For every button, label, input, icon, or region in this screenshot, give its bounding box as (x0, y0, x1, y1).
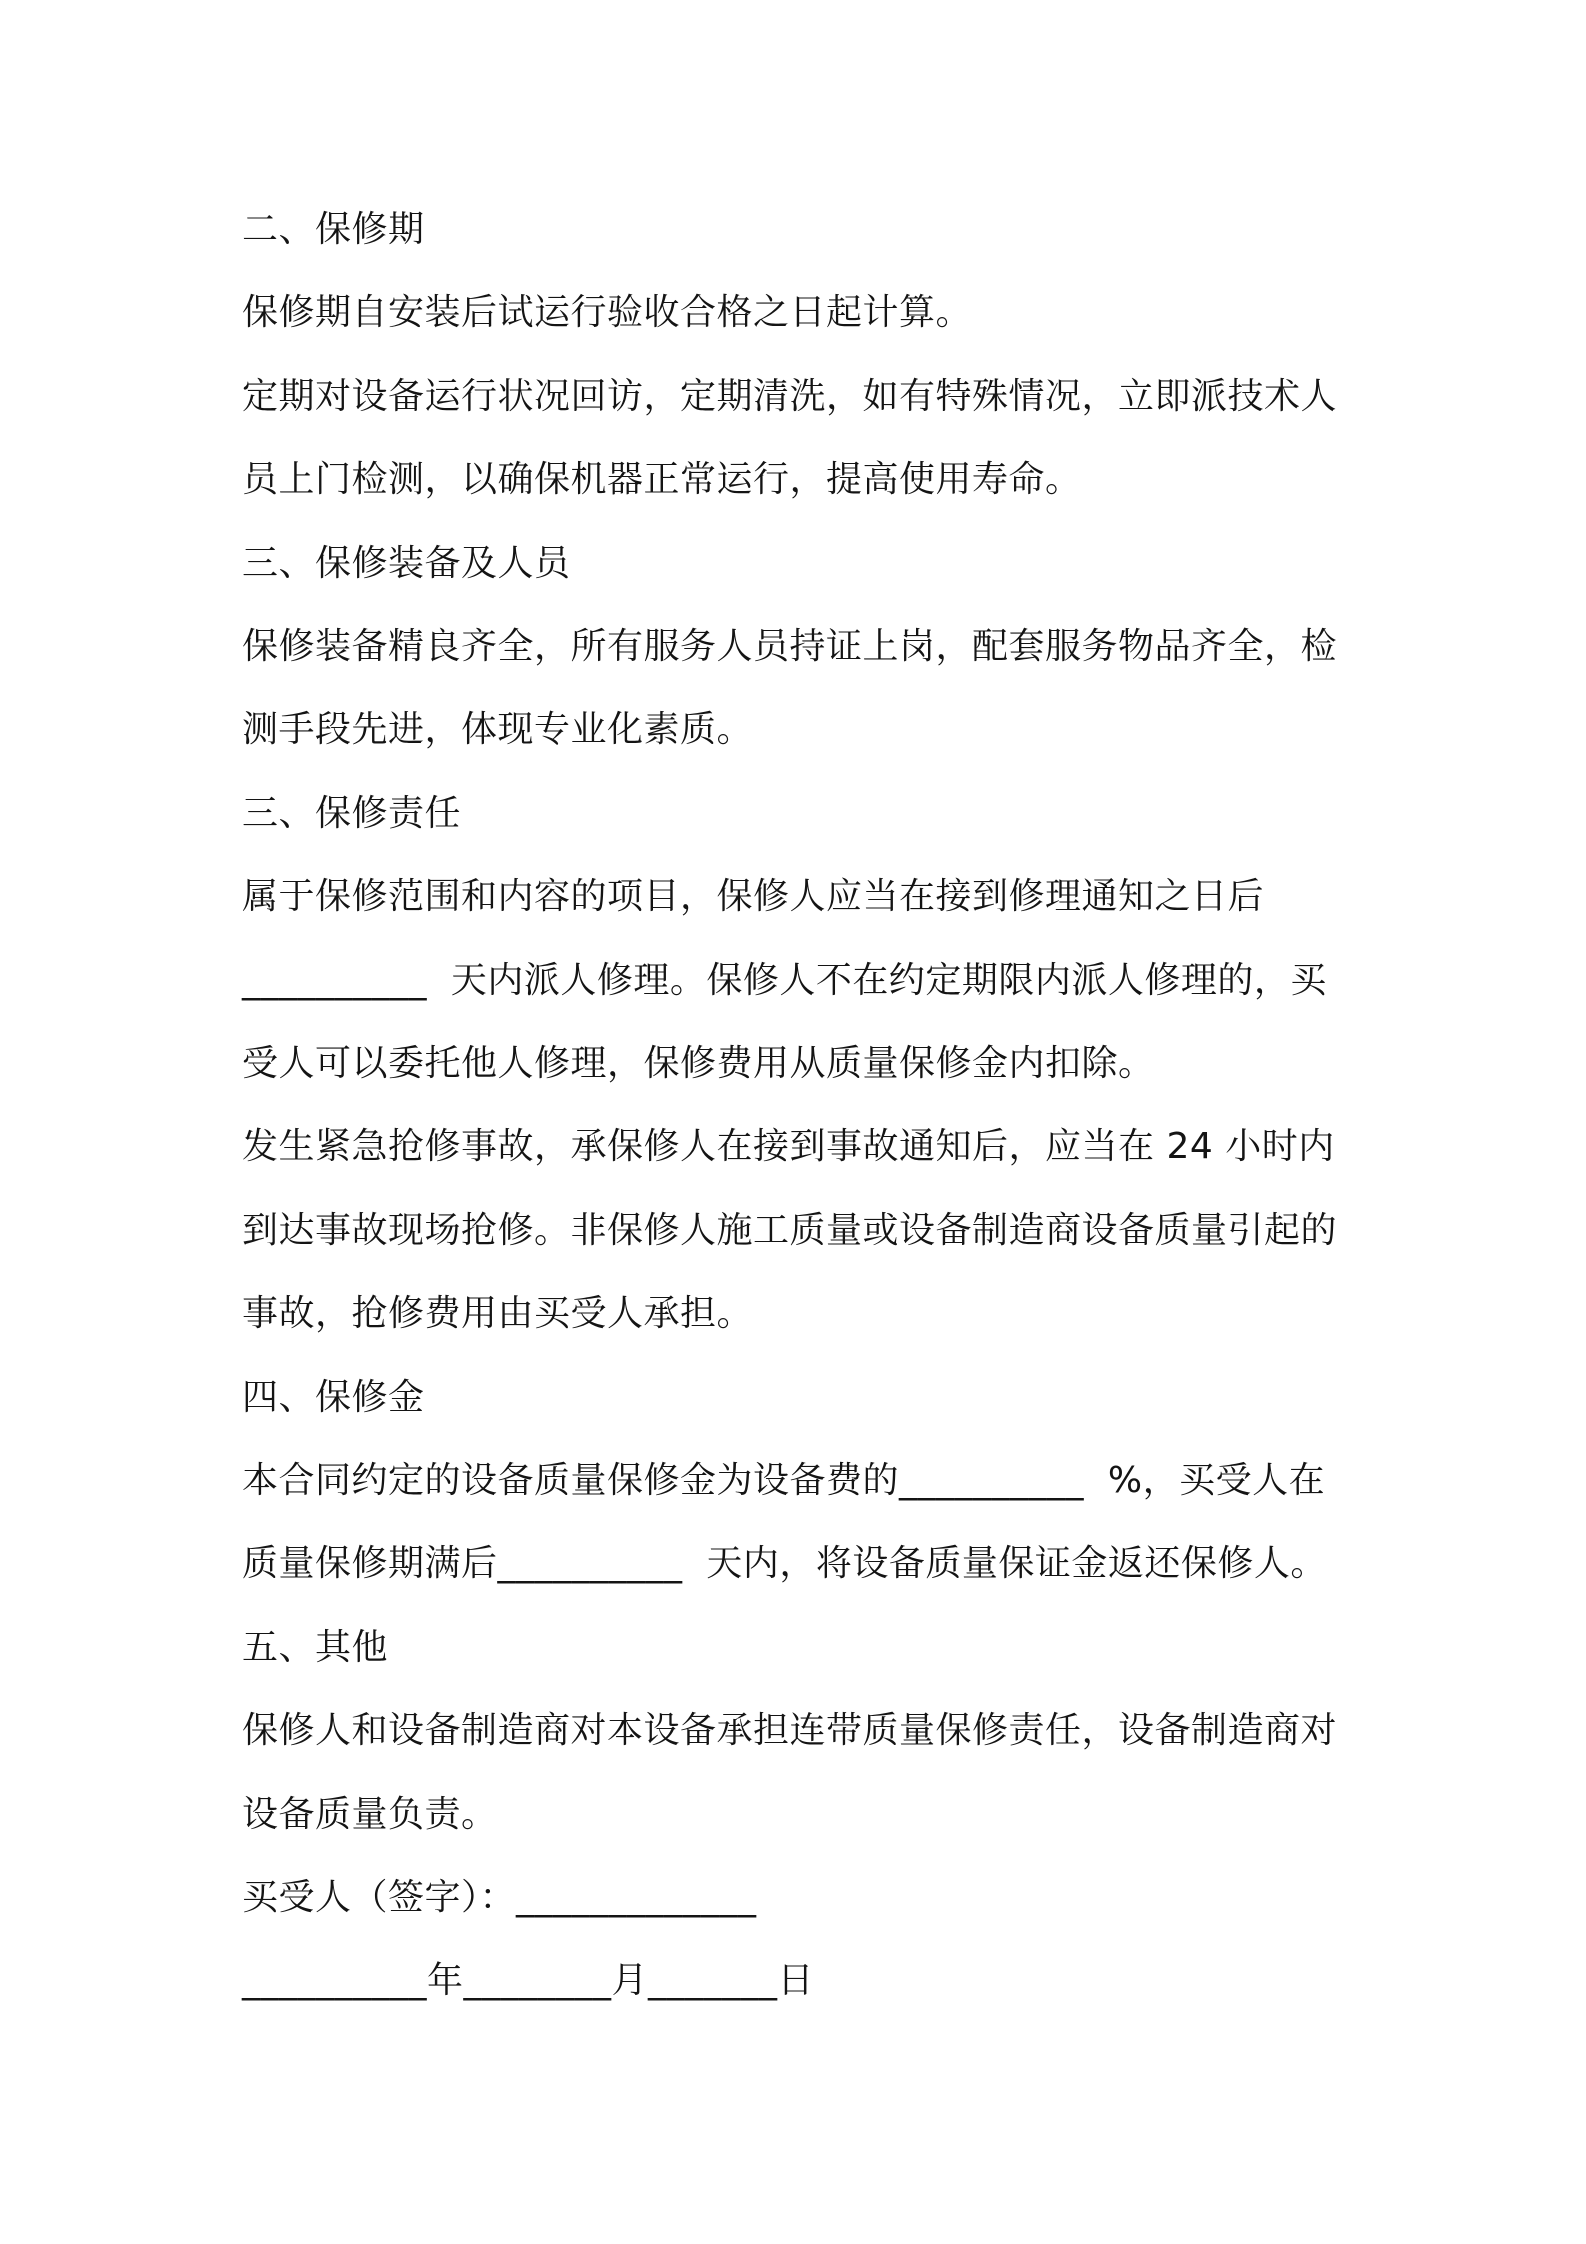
paragraph-line: __________ 天内派人修理。保修人不在约定期限内派人修理的，买 (242, 960, 1327, 1001)
paragraph-line: 员上门检测，以确保机器正常运行，提高使用寿命。 (242, 459, 1082, 500)
paragraph-line: 发生紧急抢修事故，承保修人在接到事故通知后，应当在 24 小时内 (242, 1126, 1335, 1167)
paragraph-line: 测手段先进，体现专业化素质。 (242, 709, 754, 750)
date-line: __________年________月_______日 (242, 1960, 814, 2001)
heading-warranty-deposit: 四、保修金 (242, 1377, 425, 1418)
heading-equipment-personnel: 三、保修装备及人员 (242, 543, 571, 584)
paragraph-line: 质量保修期满后__________ 天内，将设备质量保证金返还保修人。 (242, 1543, 1327, 1584)
paragraph-line: 保修装备精良齐全，所有服务人员持证上岗，配套服务物品齐全，检 (242, 626, 1338, 667)
buyer-signature-line: 买受人（签字）：_____________ (242, 1877, 757, 1918)
paragraph-line: 到达事故现场抢修。非保修人施工质量或设备制造商设备质量引起的 (242, 1210, 1338, 1251)
heading-warranty-responsibility: 三、保修责任 (242, 793, 462, 834)
paragraph-line: 本合同约定的设备质量保修金为设备费的__________ %，买受人在 (242, 1460, 1326, 1501)
paragraph-line: 受人可以委托他人修理，保修费用从质量保修金内扣除。 (242, 1043, 1155, 1084)
paragraph-line: 设备质量负责。 (242, 1794, 498, 1835)
paragraph-line: 保修人和设备制造商对本设备承担连带质量保修责任，设备制造商对 (242, 1710, 1338, 1751)
paragraph-line: 定期对设备运行状况回访，定期清洗，如有特殊情况，立即派技术人 (242, 376, 1338, 417)
paragraph-line: 属于保修范围和内容的项目，保修人应当在接到修理通知之日后 (242, 876, 1265, 917)
heading-other: 五、其他 (242, 1627, 389, 1668)
heading-warranty-period: 二、保修期 (242, 209, 425, 250)
paragraph-line: 事故，抢修费用由买受人承担。 (242, 1293, 754, 1334)
paragraph-line: 保修期自安装后试运行验收合格之日起计算。 (242, 292, 973, 333)
